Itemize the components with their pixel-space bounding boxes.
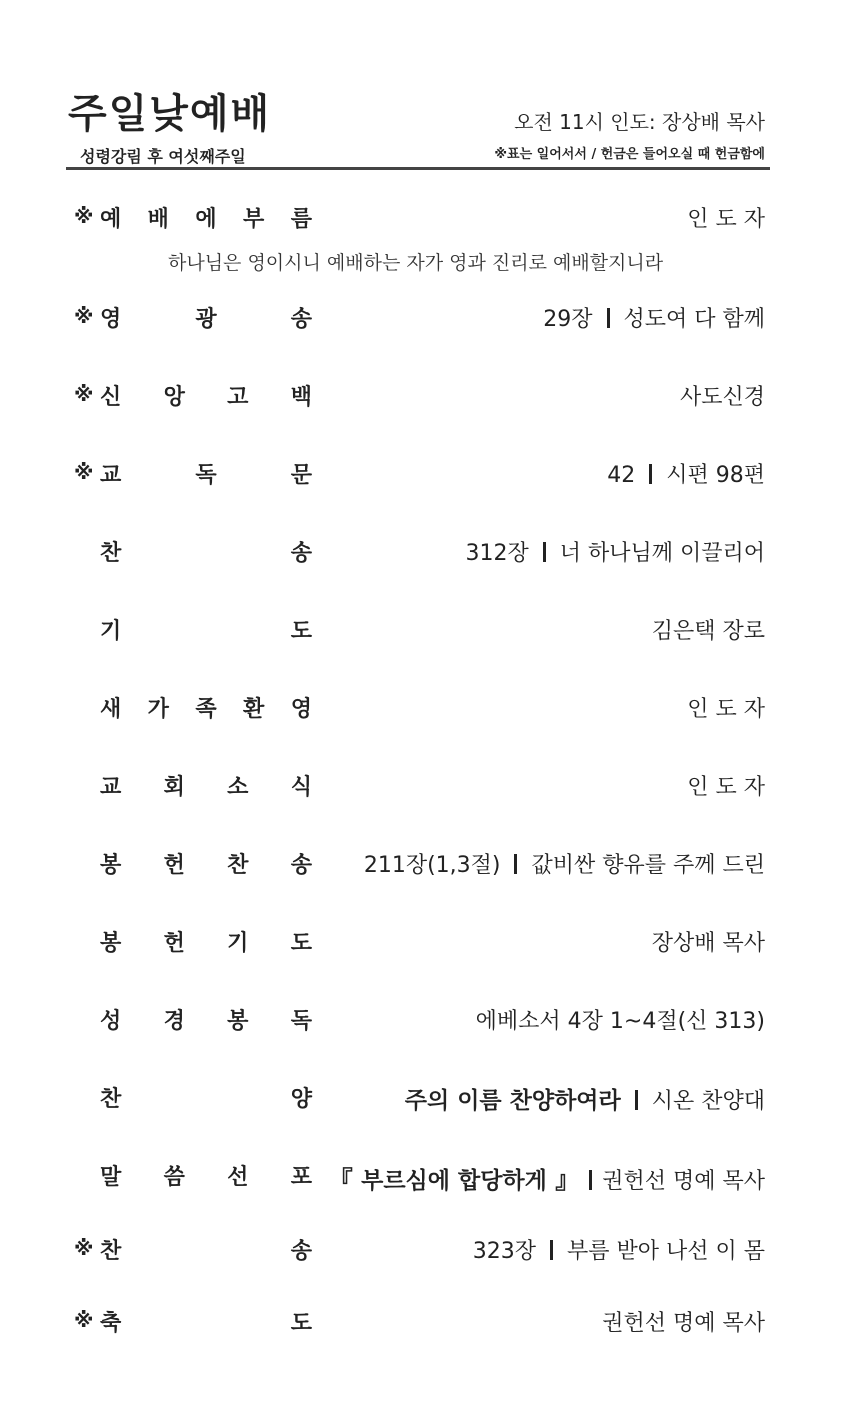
order-item-label: 찬 송: [100, 1239, 312, 1264]
standing-mark: ※: [74, 460, 94, 484]
order-item: [70, 686, 765, 726]
order-item-value: 사도신경: [679, 385, 765, 410]
order-item-value: 에베소서 4장 1~4절(신 313): [475, 1009, 765, 1034]
order-item-value: 42 시편 98편: [607, 463, 765, 488]
order-item-value: 211장(1,3절) 값비싼 향유를 주께 드린: [363, 853, 765, 878]
order-item: [70, 998, 765, 1038]
order-item-label: 예 배 에 부 름: [100, 207, 312, 232]
order-item: [70, 842, 765, 882]
standing-mark: ※: [74, 1308, 94, 1332]
page-subtitle: 성령강림 후 여섯째주일: [80, 147, 246, 166]
order-item-label: 새 가 족 환 영: [100, 697, 312, 722]
header-divider: [66, 167, 770, 170]
service-time-info: 오전 11시 인도: 장상배 목사: [514, 110, 765, 134]
order-item: [70, 374, 765, 414]
order-item: [70, 608, 765, 648]
order-item-label: 봉 헌 찬 송: [100, 853, 312, 878]
order-item-value: 권헌선 명예 목사: [602, 1311, 765, 1336]
order-item-label: 말 씀 선 포: [100, 1165, 312, 1190]
standing-mark: ※: [74, 304, 94, 328]
order-item-label: 영 광 송: [100, 307, 312, 332]
order-item-value: 인 도 자: [687, 207, 765, 232]
order-item-label: 기 도: [100, 619, 312, 644]
order-item-label: 교 독 문: [100, 463, 312, 488]
order-item-label: 찬 양: [100, 1087, 312, 1112]
order-item-value: 312장 너 하나님께 이끌리어: [465, 541, 765, 566]
standing-note: ※표는 일어서서 / 헌금은 들어오실 때 헌금함에: [494, 147, 765, 162]
bulletin-header: [0, 0, 860, 175]
order-item-label: 봉 헌 기 도: [100, 931, 312, 956]
order-item-value: 29장 성도여 다 함께: [543, 307, 765, 332]
order-item: [70, 1076, 765, 1116]
order-item-label: 교 회 소 식: [100, 775, 312, 800]
order-item-value: 주의 이름 찬양하여라 시온 찬양대: [404, 1088, 765, 1114]
page-title: 주일낮예배: [68, 91, 272, 137]
order-item: [70, 1300, 765, 1340]
order-item: [70, 296, 765, 336]
order-item: [70, 764, 765, 804]
sermon-title: 부르심에 합당하게: [361, 1168, 547, 1194]
order-item: [70, 1228, 765, 1268]
standing-mark: ※: [74, 382, 94, 406]
order-item-value: 인 도 자: [687, 775, 765, 800]
order-item-value: 인 도 자: [687, 697, 765, 722]
order-item-label: 성 경 봉 독: [100, 1009, 312, 1034]
order-item-value: 장상배 목사: [651, 931, 765, 956]
order-item: [70, 530, 765, 570]
order-item-label: 축 도: [100, 1311, 312, 1336]
order-item: [70, 1154, 765, 1194]
order-item-label: 찬 송: [100, 541, 312, 566]
standing-mark: ※: [74, 1236, 94, 1260]
order-item-value: 323장 부름 받아 나선 이 몸: [472, 1239, 765, 1264]
order-item-label: 신 앙 고 백: [100, 385, 312, 410]
order-item: [70, 920, 765, 960]
order-item: [70, 452, 765, 492]
call-to-worship-verse: 하나님은 영이시니 예배하는 자가 영과 진리로 예배할지니라: [168, 252, 664, 274]
order-item-value: 『 부르심에 합당하게 』 권헌선 명예 목사: [328, 1166, 765, 1194]
standing-mark: ※: [74, 204, 94, 228]
order-item: [70, 196, 765, 236]
order-item-value: 김은택 장로: [651, 619, 765, 644]
